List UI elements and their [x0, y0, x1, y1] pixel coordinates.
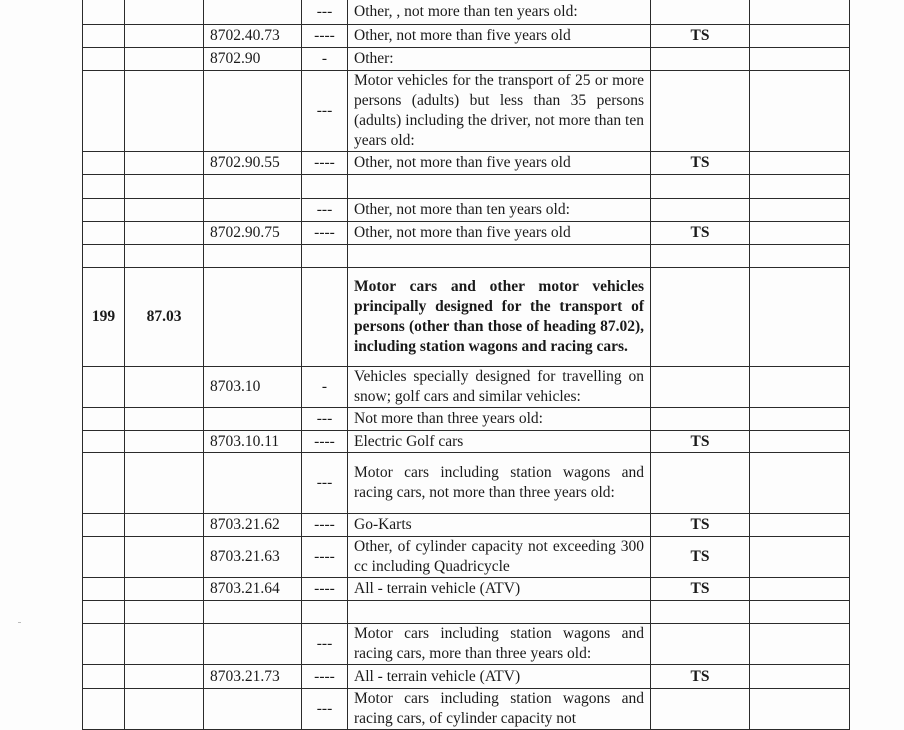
table-row	[83, 175, 850, 199]
description-cell: Other, , not more than ten years old:	[348, 0, 651, 25]
description-cell: Electric Golf cars	[348, 431, 651, 453]
heading-cell	[125, 431, 204, 453]
dash-level-cell: ----	[302, 665, 348, 689]
extra-cell	[750, 689, 850, 730]
heading-cell: 87.03	[125, 268, 204, 367]
row-number-cell	[83, 175, 125, 199]
ts-mark-cell: TS	[651, 222, 750, 245]
tariff-code-cell	[204, 71, 302, 152]
heading-cell	[125, 665, 204, 689]
extra-cell	[750, 175, 850, 199]
dash-level-cell: ---	[302, 453, 348, 514]
table-row	[83, 25, 850, 48]
row-number-cell	[83, 71, 125, 152]
dash-level-cell: ----	[302, 222, 348, 245]
extra-cell	[750, 222, 850, 245]
description-cell: Other, not more than ten years old:	[348, 199, 651, 222]
extra-cell	[750, 514, 850, 537]
row-number-cell	[83, 408, 125, 431]
tariff-code-cell: 8703.21.63	[204, 537, 302, 578]
description-cell: Other, not more than five years old	[348, 152, 651, 175]
row-number-cell	[83, 453, 125, 514]
tariff-code-cell: 8702.40.73	[204, 25, 302, 48]
dash-level-cell: ----	[302, 514, 348, 537]
ts-mark-cell	[651, 268, 750, 367]
heading-cell	[125, 222, 204, 245]
ts-mark-cell	[651, 0, 750, 25]
description-cell: Not more than three years old:	[348, 408, 651, 431]
table-row	[83, 152, 850, 175]
table-row	[83, 245, 850, 268]
row-number-cell	[83, 48, 125, 71]
dash-level-cell: ---	[302, 199, 348, 222]
tariff-code-cell	[204, 199, 302, 222]
row-number-cell	[83, 0, 125, 25]
tariff-code-cell	[204, 453, 302, 514]
heading-cell	[125, 601, 204, 624]
dash-level-cell: ----	[302, 578, 348, 601]
ts-mark-cell	[651, 367, 750, 408]
ts-mark-cell	[651, 199, 750, 222]
description-cell: Go-Karts	[348, 514, 651, 537]
tariff-code-cell	[204, 0, 302, 25]
dash-level-cell: ----	[302, 25, 348, 48]
extra-cell	[750, 453, 850, 514]
dash-level-cell: ---	[302, 71, 348, 152]
table-row	[83, 222, 850, 245]
dash-level-cell	[302, 601, 348, 624]
ts-mark-cell	[651, 408, 750, 431]
dash-level-cell: ---	[302, 624, 348, 665]
dash-level-cell	[302, 268, 348, 367]
table-row	[83, 578, 850, 601]
tariff-code-cell: 8703.10.11	[204, 431, 302, 453]
ts-mark-cell: TS	[651, 665, 750, 689]
heading-cell	[125, 25, 204, 48]
ts-mark-cell	[651, 48, 750, 71]
extra-cell	[750, 537, 850, 578]
heading-cell	[125, 408, 204, 431]
description-cell	[348, 175, 651, 199]
table-row	[83, 408, 850, 431]
extra-cell	[750, 48, 850, 71]
ts-mark-cell: TS	[651, 152, 750, 175]
dash-level-cell: ---	[302, 408, 348, 431]
description-cell: Other, of cylinder capacity not exceeding 300 cc including Quadricycle	[348, 537, 651, 578]
row-number-cell	[83, 222, 125, 245]
dash-level-cell: ---	[302, 0, 348, 25]
dash-level-cell: -	[302, 367, 348, 408]
table-row	[83, 453, 850, 514]
ts-mark-cell: TS	[651, 431, 750, 453]
dash-level-cell: ----	[302, 152, 348, 175]
heading-cell	[125, 537, 204, 578]
dash-level-cell	[302, 245, 348, 268]
extra-cell	[750, 624, 850, 665]
ts-mark-cell	[651, 71, 750, 152]
extra-cell	[750, 152, 850, 175]
heading-cell	[125, 48, 204, 71]
description-cell: Motor cars including station wagons and racing cars, more than three years old:	[348, 624, 651, 665]
table-row	[83, 624, 850, 665]
dash-level-cell: -	[302, 48, 348, 71]
table-row	[83, 431, 850, 453]
table-row	[83, 199, 850, 222]
heading-cell	[125, 624, 204, 665]
row-number-cell	[83, 199, 125, 222]
tariff-code-cell	[204, 689, 302, 730]
heading-cell	[125, 152, 204, 175]
row-number-cell	[83, 578, 125, 601]
row-number-cell	[83, 431, 125, 453]
heading-cell	[125, 689, 204, 730]
description-cell	[348, 601, 651, 624]
table-row	[83, 601, 850, 624]
dash-level-cell: ----	[302, 537, 348, 578]
extra-cell	[750, 25, 850, 48]
extra-cell	[750, 245, 850, 268]
description-cell	[348, 245, 651, 268]
tariff-code-cell	[204, 624, 302, 665]
tariff-code-cell: 8702.90	[204, 48, 302, 71]
tariff-table	[82, 0, 850, 730]
tariff-code-cell: 8703.21.73	[204, 665, 302, 689]
extra-cell	[750, 431, 850, 453]
ts-mark-cell	[651, 453, 750, 514]
extra-cell	[750, 367, 850, 408]
extra-cell	[750, 601, 850, 624]
extra-cell	[750, 665, 850, 689]
tariff-code-cell	[204, 245, 302, 268]
tariff-code-cell: 8702.90.55	[204, 152, 302, 175]
extra-cell	[750, 408, 850, 431]
description-cell: Other, not more than five years old	[348, 25, 651, 48]
row-number-cell	[83, 665, 125, 689]
table-row	[83, 689, 850, 730]
row-number-cell: 199	[83, 268, 125, 367]
heading-cell	[125, 0, 204, 25]
description-cell: Motor vehicles for the transport of 25 or more persons (adults) but less than 35 persons (adults) including the driver, not more than ten years old:	[348, 71, 651, 152]
extra-cell	[750, 578, 850, 601]
tariff-code-cell	[204, 268, 302, 367]
description-cell: All - terrain vehicle (ATV)	[348, 578, 651, 601]
description-cell: Vehicles specially designed for travelling on snow; golf cars and similar vehicles:	[348, 367, 651, 408]
row-number-cell	[83, 152, 125, 175]
tariff-table-body	[83, 0, 850, 730]
ts-mark-cell	[651, 689, 750, 730]
row-number-cell	[83, 689, 125, 730]
row-number-cell	[83, 245, 125, 268]
tariff-code-cell	[204, 175, 302, 199]
table-row	[83, 48, 850, 71]
row-number-cell	[83, 601, 125, 624]
ts-mark-cell	[651, 624, 750, 665]
dash-level-cell: ---	[302, 689, 348, 730]
heading-cell	[125, 71, 204, 152]
description-cell: Motor cars and other motor vehicles principally designed for the transport of persons (other than those of heading 87.02), including station wagons and racing cars.	[348, 268, 651, 367]
tariff-code-cell: 8703.21.62	[204, 514, 302, 537]
extra-cell	[750, 268, 850, 367]
table-row	[83, 665, 850, 689]
row-number-cell	[83, 25, 125, 48]
heading-cell	[125, 367, 204, 408]
extra-cell	[750, 0, 850, 25]
extra-cell	[750, 71, 850, 152]
table-row	[83, 367, 850, 408]
description-cell: Motor cars including station wagons and racing cars, not more than three years old:	[348, 453, 651, 514]
description-cell: Motor cars including station wagons and racing cars, of cylinder capacity not	[348, 689, 651, 730]
description-cell: All - terrain vehicle (ATV)	[348, 665, 651, 689]
ts-mark-cell	[651, 175, 750, 199]
scan-speck	[300, 198, 301, 199]
ts-mark-cell	[651, 601, 750, 624]
ts-mark-cell: TS	[651, 578, 750, 601]
heading-cell	[125, 199, 204, 222]
tariff-code-cell: 8702.90.75	[204, 222, 302, 245]
scan-speck	[18, 622, 21, 623]
ts-mark-cell	[651, 245, 750, 268]
tariff-code-cell	[204, 601, 302, 624]
description-cell: Other:	[348, 48, 651, 71]
row-number-cell	[83, 367, 125, 408]
table-row	[83, 537, 850, 578]
tariff-code-cell	[204, 408, 302, 431]
ts-mark-cell: TS	[651, 25, 750, 48]
table-row	[83, 514, 850, 537]
table-row	[83, 268, 850, 367]
description-cell: Other, not more than five years old	[348, 222, 651, 245]
heading-cell	[125, 453, 204, 514]
row-number-cell	[83, 624, 125, 665]
heading-cell	[125, 514, 204, 537]
table-row	[83, 71, 850, 152]
heading-cell	[125, 245, 204, 268]
row-number-cell	[83, 537, 125, 578]
row-number-cell	[83, 514, 125, 537]
table-row	[83, 0, 850, 25]
heading-cell	[125, 578, 204, 601]
heading-cell	[125, 175, 204, 199]
ts-mark-cell: TS	[651, 537, 750, 578]
ts-mark-cell: TS	[651, 514, 750, 537]
extra-cell	[750, 199, 850, 222]
dash-level-cell	[302, 175, 348, 199]
tariff-code-cell: 8703.21.64	[204, 578, 302, 601]
dash-level-cell: ----	[302, 431, 348, 453]
tariff-code-cell: 8703.10	[204, 367, 302, 408]
